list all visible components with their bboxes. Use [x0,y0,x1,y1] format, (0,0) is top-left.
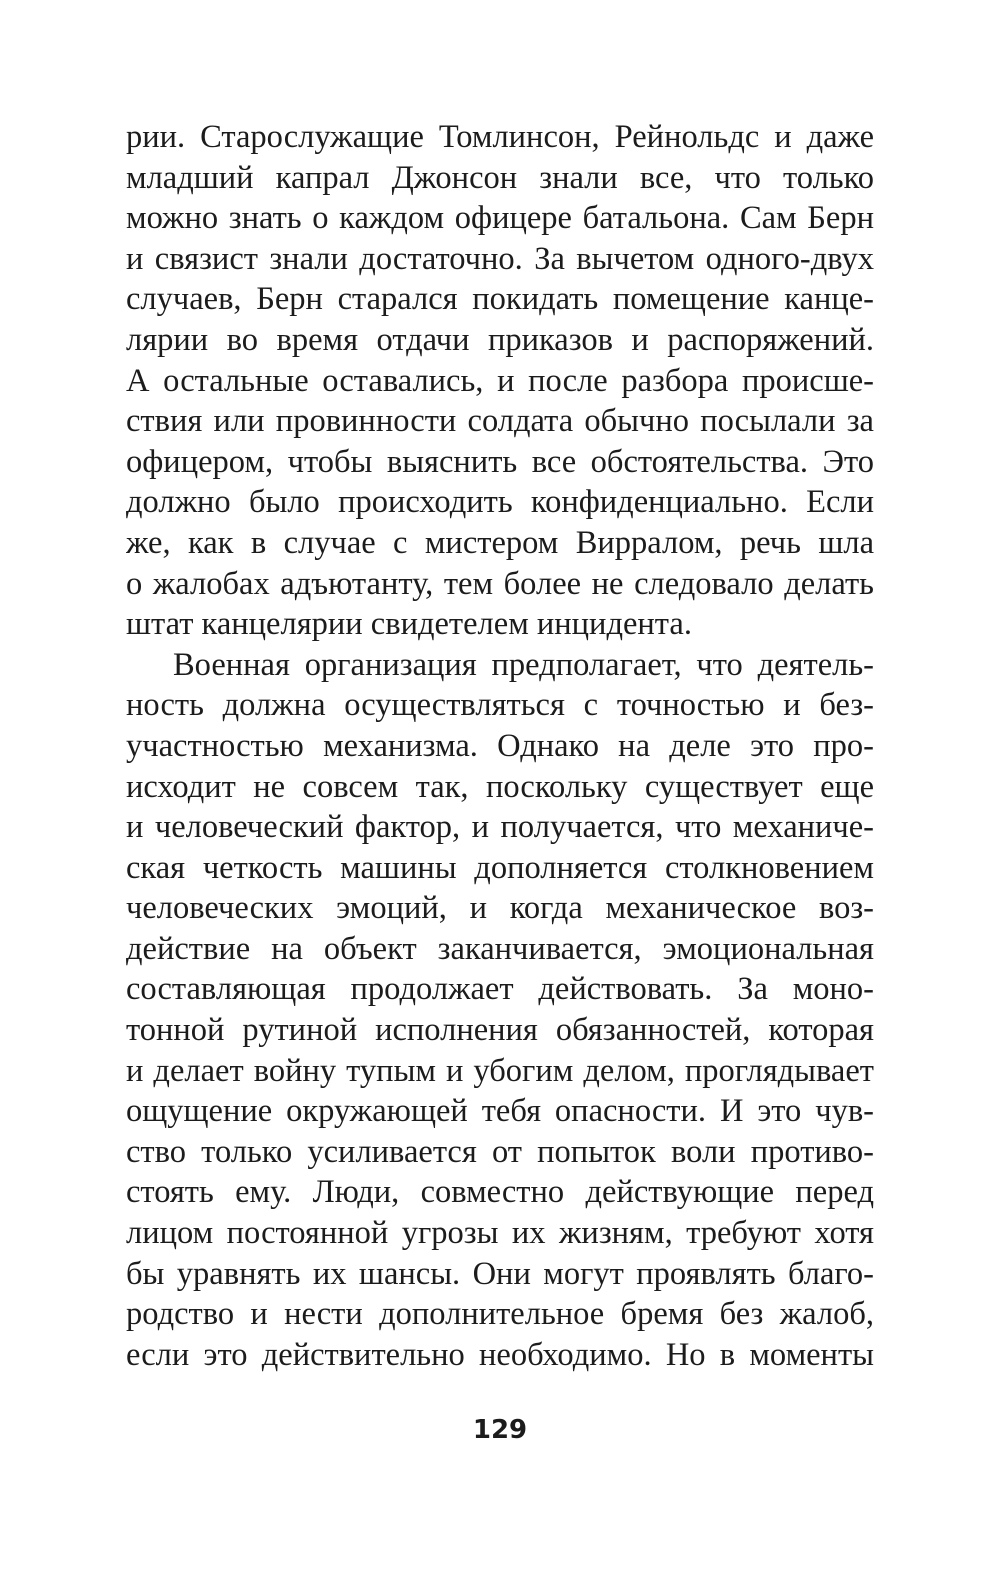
text-line: должно было происходить конфиденциально. Если [126,484,874,521]
text-line: если это действительно необходимо. Но в моменты [126,1336,874,1373]
text-line: штат канцелярии свидетелем инцидента. [126,606,692,643]
text-line: же, как в случае с мистером Вирралом, речь шла [126,524,874,561]
text-line: лицом постоянной угрозы их жизням, требуют хотя [126,1215,874,1252]
text-line: ощущение окружающей тебя опасности. И это чув- [126,1093,874,1130]
text-line: и делает войну тупым и убогим делом, проглядывает [126,1052,874,1089]
text-line: младший капрал Джонсон знали все, что только [126,159,874,196]
text-line: можно знать о каждом офицере батальона. Сам Берн [126,200,874,237]
text-line: ская четкость машины дополняется столкновением [126,849,874,886]
text-line: ство только усиливается от попыток воли противо- [126,1133,874,1170]
text-line: участностью механизма. Однако на деле это про- [126,727,874,764]
text-line: стоять ему. Люди, совместно действующие перед [126,1174,874,1211]
text-line: тонной рутиной исполнения обязанностей, которая [126,1012,874,1049]
text-line: бы уравнять их шансы. Они могут проявлять благо- [126,1255,874,1292]
text-line: исходит не совсем так, поскольку существует еще [126,768,874,805]
body-text [126,117,874,1375]
text-line: случаев, Берн старался покидать помещение канце- [126,281,874,318]
text-line: действие на объект заканчивается, эмоциональная [126,930,874,967]
text-line: А остальные оставались, и после разбора происше- [126,362,874,399]
text-line: человеческих эмоций, и когда механическое воз- [126,890,874,927]
text-line: ствия или провинности солдата обычно посылали за [126,403,874,440]
text-line: родство и нести дополнительное бремя без жалоб, [126,1296,874,1333]
text-line: и связист знали достаточно. За вычетом одного-двух [126,240,874,277]
page-number: 129 [472,1415,528,1445]
text-line: рии. Старослужащие Томлинсон, Рейнольдс и даже [126,119,874,155]
text-line: лярии во время отдачи приказов и распоряжений. [126,321,874,358]
text-line: о жалобах адъютанту, тем более не следовало делать [126,565,874,602]
text-line: составляющая продолжает действовать. За моно- [126,971,874,1008]
text-line: ность должна осуществляться с точностью и без- [126,687,874,724]
paragraph-first-line: Военная организация предполагает, что деятель- [173,646,874,683]
text-line: офицером, чтобы выяснить все обстоятельства. Это [126,443,874,480]
text-line: и человеческий фактор, и получается, что механиче- [126,809,874,846]
